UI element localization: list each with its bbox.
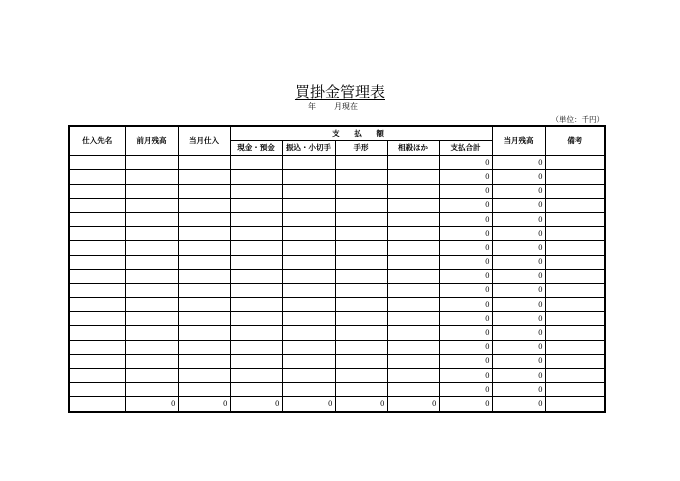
cell-bill[interactable] [335,241,387,255]
table-row [69,269,605,283]
cell-cash-deposit[interactable] [230,298,282,312]
cell-payment-total: 0 [439,326,492,340]
totals-row [69,397,605,412]
cell-payment-total: 0 [439,198,492,212]
cell-remarks[interactable] [545,227,605,241]
cell-payment-total: 0 [439,241,492,255]
cell-cash-deposit[interactable] [230,326,282,340]
cell-offset-other[interactable] [387,241,439,255]
cell-prev-balance[interactable] [125,170,178,184]
cell-offset-other[interactable] [387,212,439,226]
total-bill: 0 [335,397,387,412]
cell-current-balance: 0 [492,326,545,340]
cell-bill[interactable] [335,156,387,170]
cell-payment-total: 0 [439,212,492,226]
cell-payment-total: 0 [439,312,492,326]
cell-remarks[interactable] [545,283,605,297]
page-title: 買掛金管理表 [294,83,385,101]
cell-offset-other[interactable] [387,255,439,269]
cell-bill[interactable] [335,369,387,383]
cell-transfer-check[interactable] [282,369,335,383]
cell-current-purchases[interactable] [178,298,230,312]
cell-payment-total: 0 [439,269,492,283]
cell-bill[interactable] [335,198,387,212]
cell-prev-balance[interactable] [125,255,178,269]
cell-supplier[interactable] [69,184,125,198]
cell-cash-deposit[interactable] [230,340,282,354]
cell-prev-balance[interactable] [125,383,178,397]
cell-remarks[interactable] [545,383,605,397]
cell-remarks[interactable] [545,156,605,170]
cell-current-purchases[interactable] [178,354,230,368]
cell-supplier[interactable] [69,369,125,383]
cell-supplier[interactable] [69,255,125,269]
cell-payment-total: 0 [439,184,492,198]
table-row [69,354,605,368]
cell-prev-balance[interactable] [125,156,178,170]
cell-offset-other[interactable] [387,184,439,198]
header-prev-balance: 前月残高 [125,126,178,156]
cell-payment-total: 0 [439,255,492,269]
cell-payment-total: 0 [439,383,492,397]
cell-cash-deposit[interactable] [230,255,282,269]
cell-transfer-check[interactable] [282,212,335,226]
cell-bill[interactable] [335,227,387,241]
cell-offset-other[interactable] [387,369,439,383]
header-supplier: 仕入先名 [69,126,125,156]
total-offset-other: 0 [387,397,439,412]
cell-prev-balance[interactable] [125,312,178,326]
cell-current-purchases[interactable] [178,156,230,170]
cell-supplier[interactable] [69,170,125,184]
cell-transfer-check[interactable] [282,312,335,326]
table-row [69,241,605,255]
cell-cash-deposit[interactable] [230,312,282,326]
cell-offset-other[interactable] [387,298,439,312]
cell-payment-total: 0 [439,227,492,241]
cell-cash-deposit[interactable] [230,383,282,397]
cell-supplier[interactable] [69,354,125,368]
cell-supplier[interactable] [69,340,125,354]
cell-supplier[interactable] [69,212,125,226]
cell-current-balance: 0 [492,227,545,241]
cell-remarks[interactable] [545,269,605,283]
cell-transfer-check[interactable] [282,198,335,212]
cell-current-balance: 0 [492,312,545,326]
cell-current-balance: 0 [492,184,545,198]
cell-prev-balance[interactable] [125,212,178,226]
cell-bill[interactable] [335,212,387,226]
accounts-payable-table [68,125,606,413]
cell-bill[interactable] [335,298,387,312]
total-remarks-cell[interactable] [545,397,605,412]
header-payment-group: 支 払 額 [230,126,492,141]
cell-offset-other[interactable] [387,170,439,184]
cell-remarks[interactable] [545,198,605,212]
cell-transfer-check[interactable] [282,170,335,184]
cell-current-balance: 0 [492,269,545,283]
cell-prev-balance[interactable] [125,241,178,255]
table-row [69,255,605,269]
cell-current-purchases[interactable] [178,170,230,184]
cell-bill[interactable] [335,354,387,368]
cell-current-balance: 0 [492,340,545,354]
table-row [69,283,605,297]
cell-remarks[interactable] [545,369,605,383]
cell-prev-balance[interactable] [125,227,178,241]
cell-current-purchases[interactable] [178,212,230,226]
cell-cash-deposit[interactable] [230,269,282,283]
cell-payment-total: 0 [439,369,492,383]
cell-prev-balance[interactable] [125,354,178,368]
cell-current-balance: 0 [492,383,545,397]
table-row [69,326,605,340]
total-current-balance: 0 [492,397,545,412]
cell-current-balance: 0 [492,241,545,255]
cell-cash-deposit[interactable] [230,283,282,297]
cell-cash-deposit[interactable] [230,198,282,212]
total-prev-balance: 0 [125,397,178,412]
cell-cash-deposit[interactable] [230,184,282,198]
table-row [69,298,605,312]
cell-payment-total: 0 [439,354,492,368]
cell-supplier[interactable] [69,198,125,212]
cell-current-purchases[interactable] [178,312,230,326]
cell-remarks[interactable] [545,255,605,269]
cell-offset-other[interactable] [387,340,439,354]
total-supplier-cell[interactable] [69,397,125,412]
cell-cash-deposit[interactable] [230,369,282,383]
header-offset-other: 相殺ほか [387,141,439,156]
as-of-date [308,102,358,112]
total-payment-total: 0 [439,397,492,412]
cell-cash-deposit[interactable] [230,156,282,170]
cell-payment-total: 0 [439,340,492,354]
header-payment-total: 支払合計 [439,141,492,156]
cell-current-purchases[interactable] [178,184,230,198]
cell-supplier[interactable] [69,383,125,397]
cell-current-purchases[interactable] [178,227,230,241]
cell-current-purchases[interactable] [178,255,230,269]
cell-current-purchases[interactable] [178,326,230,340]
cell-bill[interactable] [335,170,387,184]
cell-transfer-check[interactable] [282,255,335,269]
cell-transfer-check[interactable] [282,269,335,283]
cell-current-purchases[interactable] [178,198,230,212]
cell-prev-balance[interactable] [125,269,178,283]
cell-bill[interactable] [335,283,387,297]
cell-offset-other[interactable] [387,312,439,326]
cell-prev-balance[interactable] [125,326,178,340]
header-cash-deposit: 現金・預金 [230,141,282,156]
table-row [69,212,605,226]
cell-transfer-check[interactable] [282,283,335,297]
cell-current-balance: 0 [492,255,545,269]
cell-transfer-check[interactable] [282,383,335,397]
total-current-purchases: 0 [178,397,230,412]
cell-payment-total: 0 [439,170,492,184]
cell-prev-balance[interactable] [125,198,178,212]
month-suffix: 月現在 [334,102,358,111]
cell-bill[interactable] [335,269,387,283]
cell-current-balance: 0 [492,156,545,170]
cell-bill[interactable] [335,326,387,340]
cell-current-balance: 0 [492,170,545,184]
cell-current-balance: 0 [492,198,545,212]
cell-transfer-check[interactable] [282,156,335,170]
cell-offset-other[interactable] [387,156,439,170]
cell-current-balance: 0 [492,369,545,383]
header-current-purchases: 当月仕入 [178,126,230,156]
cell-remarks[interactable] [545,312,605,326]
cell-offset-other[interactable] [387,326,439,340]
cell-current-balance: 0 [492,298,545,312]
cell-offset-other[interactable] [387,198,439,212]
cell-remarks[interactable] [545,298,605,312]
total-transfer-check: 0 [282,397,335,412]
cell-remarks[interactable] [545,326,605,340]
cell-current-purchases[interactable] [178,383,230,397]
cell-bill[interactable] [335,312,387,326]
header-remarks: 備考 [545,126,605,156]
cell-cash-deposit[interactable] [230,241,282,255]
cell-bill[interactable] [335,340,387,354]
cell-prev-balance[interactable] [125,283,178,297]
cell-supplier[interactable] [69,298,125,312]
cell-transfer-check[interactable] [282,340,335,354]
cell-transfer-check[interactable] [282,298,335,312]
table-row [69,227,605,241]
cell-cash-deposit[interactable] [230,354,282,368]
table-row [69,184,605,198]
header-current-balance: 当月残高 [492,126,545,156]
table-row [69,156,605,170]
cell-current-balance: 0 [492,212,545,226]
cell-bill[interactable] [335,184,387,198]
table-row [69,340,605,354]
table-row [69,312,605,326]
cell-current-purchases[interactable] [178,283,230,297]
cell-transfer-check[interactable] [282,184,335,198]
cell-supplier[interactable] [69,241,125,255]
cell-current-purchases[interactable] [178,269,230,283]
table-row [69,170,605,184]
header-transfer-check: 振込・小切手 [282,141,335,156]
cell-remarks[interactable] [545,184,605,198]
cell-cash-deposit[interactable] [230,212,282,226]
cell-transfer-check[interactable] [282,241,335,255]
cell-remarks[interactable] [545,241,605,255]
year-suffix: 年 [308,102,316,111]
table-row [69,383,605,397]
cell-current-balance: 0 [492,283,545,297]
cell-cash-deposit[interactable] [230,170,282,184]
cell-offset-other[interactable] [387,383,439,397]
cell-supplier[interactable] [69,283,125,297]
cell-transfer-check[interactable] [282,354,335,368]
cell-prev-balance[interactable] [125,340,178,354]
cell-current-balance: 0 [492,354,545,368]
cell-payment-total: 0 [439,156,492,170]
cell-offset-other[interactable] [387,283,439,297]
cell-remarks[interactable] [545,340,605,354]
cell-remarks[interactable] [545,354,605,368]
cell-bill[interactable] [335,383,387,397]
cell-payment-total: 0 [439,298,492,312]
cell-transfer-check[interactable] [282,326,335,340]
unit-label: （単位：千円） [551,115,604,124]
cell-remarks[interactable] [545,170,605,184]
cell-offset-other[interactable] [387,354,439,368]
table-body [69,156,605,397]
cell-supplier[interactable] [69,312,125,326]
cell-supplier[interactable] [69,156,125,170]
cell-current-purchases[interactable] [178,340,230,354]
cell-current-purchases[interactable] [178,369,230,383]
cell-cash-deposit[interactable] [230,227,282,241]
cell-prev-balance[interactable] [125,184,178,198]
cell-remarks[interactable] [545,212,605,226]
cell-transfer-check[interactable] [282,227,335,241]
cell-offset-other[interactable] [387,269,439,283]
cell-prev-balance[interactable] [125,298,178,312]
total-cash-deposit: 0 [230,397,282,412]
header-bill: 手形 [335,141,387,156]
cell-payment-total: 0 [439,283,492,297]
cell-supplier[interactable] [69,326,125,340]
cell-supplier[interactable] [69,227,125,241]
cell-supplier[interactable] [69,269,125,283]
cell-prev-balance[interactable] [125,369,178,383]
cell-current-purchases[interactable] [178,241,230,255]
table-row [69,369,605,383]
table-row [69,198,605,212]
cell-bill[interactable] [335,255,387,269]
cell-offset-other[interactable] [387,227,439,241]
